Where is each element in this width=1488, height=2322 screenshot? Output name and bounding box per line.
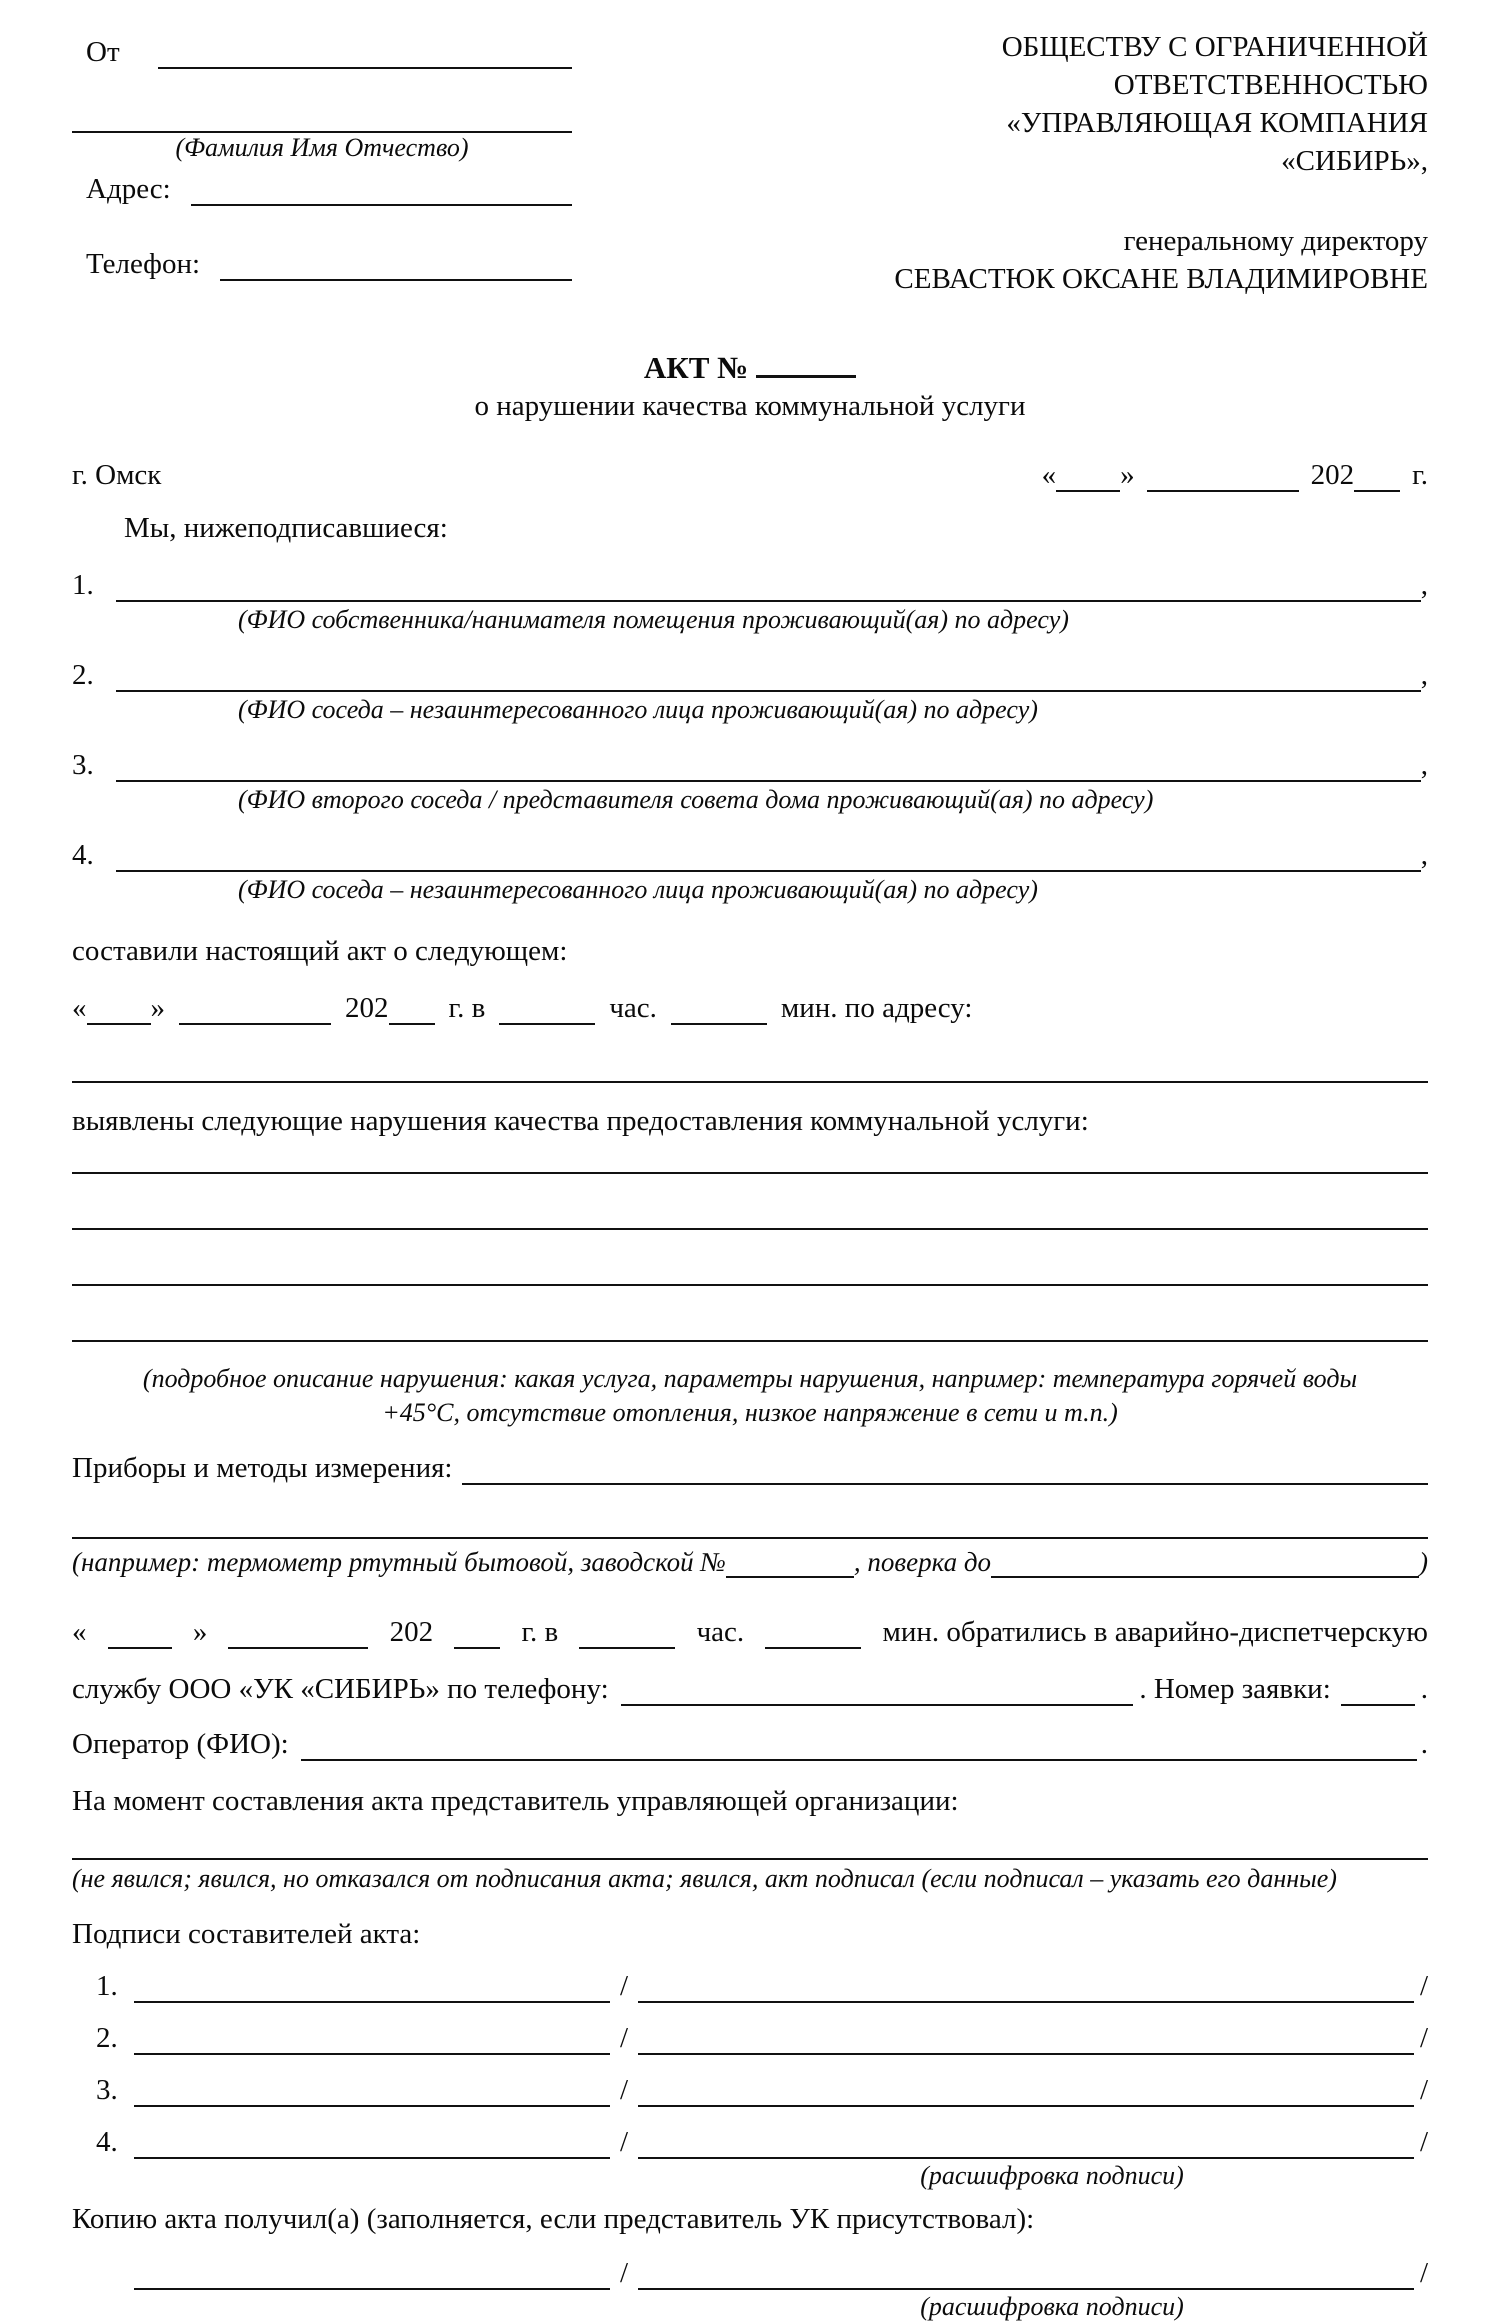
operator-row [72,1728,1428,1761]
header [72,28,1428,298]
dispatch-contact-label: мин. обратились в аварийно-диспетчерскую [882,1616,1428,1648]
signature-slash: / [1419,2126,1428,2158]
signature-slash: / [1419,2074,1428,2106]
header-sender-block [72,28,572,298]
close-quote: » [192,1616,208,1648]
signature-slash: / [620,2022,629,2054]
signature-transcript-blank [638,1967,1414,2003]
party-row [72,749,1428,782]
phone-row [72,248,572,281]
example-prefix: (например: термометр ртутный бытовой, заводской № [72,1547,726,1577]
signatures-title: Подписи составителей акта: [72,1918,421,1950]
from-label: От [86,36,120,68]
measurement-label: Приборы и методы измерения: [72,1452,453,1484]
request-period: . [1420,1673,1428,1705]
party-row [72,569,1428,602]
violation-description-blank [72,1286,1428,1342]
party-comma: , [1420,839,1428,871]
party-row [72,839,1428,872]
signature-number: 4. [96,2126,118,2158]
close-quote: » [150,992,165,1024]
representative-caption: (не явился; явился, но отказался от подписания акта; явился, акт подписал (если подписал – указать его данные) [72,1864,1337,1893]
signature-number: 3. [96,2074,118,2106]
close-quote: » [1120,459,1135,491]
day-blank [87,1023,151,1025]
month-blank [228,1647,368,1649]
dispatch-service-row [72,1673,1428,1706]
party-name-blank [116,870,1421,872]
verification-date-blank [991,1576,1419,1578]
year-in-label: г. в [521,1616,559,1648]
party-number: 4. [72,839,94,871]
signature-row [72,2123,1428,2159]
party-caption: (ФИО соседа – незаинтересованного лица проживающий(ая) по адресу) [238,875,1038,904]
signature-blank [134,2019,610,2055]
signature-slash: / [1419,2022,1428,2054]
year-prefix: 202 [389,1616,434,1648]
signature-blank [134,2071,610,2107]
example-suffix: ) [1419,1547,1428,1577]
party-comma: , [1420,749,1428,781]
year-suffix: г. [1412,459,1428,491]
company-line: ОБЩЕСТВУ С ОГРАНИЧЕННОЙ [1001,31,1428,63]
party-comma: , [1420,659,1428,691]
signature-slash: / [1419,2257,1428,2289]
company-line: «УПРАВЛЯЮЩАЯ КОМПАНИЯ [1006,107,1428,139]
year-prefix: 202 [345,992,389,1024]
month-blank [1147,490,1299,492]
signature-slash: / [620,2074,629,2106]
transcript-caption: (расшифровка подписи) [920,2161,1184,2190]
signature-slash: / [620,2126,629,2158]
year-in-label: г. в [448,992,486,1024]
service-label: службу ООО «УК «СИБИРЬ» по телефону: [72,1673,609,1705]
request-label: . Номер заявки: [1139,1673,1331,1705]
month-blank [179,1023,331,1025]
party-number: 3. [72,749,94,781]
director-name: СЕВАСТЮК ОКСАНЕ ВЛАДИМИРОВНЕ [894,263,1428,295]
signature-slash: / [620,2257,629,2289]
operator-period: . [1420,1728,1428,1760]
day-blank [1056,490,1120,492]
phone-blank [220,279,572,281]
measurement-example-row [72,1547,1428,1578]
from-name-blank [158,67,572,69]
hours-blank [499,1023,595,1025]
signature-transcript-blank [638,2071,1414,2107]
signature-row [72,1967,1428,2003]
hours-label: час. [609,992,657,1024]
party-comma: , [1420,569,1428,601]
address-row [72,173,572,206]
serial-number-blank [726,1576,854,1578]
party-name-blank [116,600,1421,602]
document-title [72,350,1428,386]
violation-description-blank [72,1174,1428,1230]
signature-number: 1. [96,1970,118,2002]
party-number: 2. [72,659,94,691]
signature-blank [134,1967,610,2003]
minutes-blank [671,1023,767,1025]
year-blank [1354,490,1400,492]
incident-datetime-row [72,992,1428,1025]
example-mid: , поверка до [853,1547,991,1577]
party-caption: (ФИО соседа – незаинтересованного лица проживающий(ая) по адресу) [238,695,1038,724]
address-blank [191,204,572,206]
violation-description-blank [72,1230,1428,1286]
open-quote: « [72,992,87,1024]
representative-blank [72,1818,1428,1860]
year-blank [454,1647,500,1649]
party-caption: (ФИО второго соседа / представителя совета дома проживающий(ая) по адресу) [238,785,1154,814]
signature-number: 2. [96,2022,118,2054]
year-prefix: 202 [1310,459,1355,491]
we-undersigned: Мы, нижеподписавшиеся: [124,512,448,544]
fio-blank [72,69,572,133]
signature-slash: / [1419,1970,1428,2002]
signature-blank [134,2123,610,2159]
signature-row [72,2071,1428,2107]
party-name-blank [116,780,1421,782]
representative-label: На момент составления акта представитель управляющей организации: [72,1785,959,1817]
violation-description-blank [72,1138,1428,1174]
composed-statement: составили настоящий акт о следующем: [72,935,568,967]
incident-address-blank [72,1067,1428,1083]
measurement-blank-line2 [72,1485,1428,1539]
city-date-row [72,459,1428,492]
header-recipient-block [572,28,1428,298]
measurement-row [72,1452,1428,1485]
violation-description-caption [72,1362,1428,1430]
company-line: ОТВЕТСТВЕННОСТЬЮ [1113,69,1428,101]
phone-number-blank [621,1704,1134,1706]
party-row [72,659,1428,692]
signature-slash: / [620,1970,629,2002]
address-label: Адрес: [86,173,171,205]
document-subtitle: о нарушении качества коммунальной услуги [474,390,1026,422]
phone-label: Телефон: [86,248,201,280]
city-label: г. Омск [72,459,162,491]
copy-transcript-blank [638,2254,1414,2290]
copy-signature-blank [134,2254,610,2290]
operator-label: Оператор (ФИО): [72,1728,289,1760]
violation-caption-line2: +45°С, отсутствие отопления, низкое напряжение в сети и т.п.) [382,1398,1118,1427]
day-blank [108,1647,172,1649]
party-number: 1. [72,569,94,601]
fio-caption: (Фамилия Имя Отчество) [175,133,469,162]
operator-name-blank [301,1759,1417,1761]
act-number-blank [756,375,856,378]
open-quote: « [1041,459,1057,491]
year-blank [389,1023,435,1025]
open-quote: « [72,1616,87,1648]
violations-intro: выявлены следующие нарушения качества предоставления коммунальной услуги: [72,1105,1089,1137]
dispatch-datetime-row [72,1616,1428,1649]
measurement-blank [462,1483,1428,1485]
hours-blank [579,1647,675,1649]
party-name-blank [116,690,1421,692]
request-number-blank [1341,1704,1415,1706]
signature-row [72,2019,1428,2055]
violation-caption-line1: (подробное описание нарушения: какая услуга, параметры нарушения, например: температура горячей воды [142,1364,1358,1393]
signature-transcript-blank [638,2123,1414,2159]
minutes-address-label: мин. по адресу: [780,992,973,1024]
director-title: генеральному директору [1123,225,1428,257]
party-caption: (ФИО собственника/нанимателя помещения проживающий(ая) по адресу) [238,605,1069,634]
hours-label: час. [696,1616,745,1648]
copy-signature-row [72,2254,1428,2290]
transcript-caption: (расшифровка подписи) [920,2292,1184,2321]
from-row [72,36,572,69]
minutes-blank [765,1647,861,1649]
date-group [1042,459,1428,492]
copy-received-label: Копию акта получил(а) (заполняется, если представитель УК присутствовал): [72,2203,1035,2235]
act-number-label: АКТ № [643,350,749,385]
company-line: «СИБИРЬ», [1281,145,1428,177]
signature-transcript-blank [638,2019,1414,2055]
